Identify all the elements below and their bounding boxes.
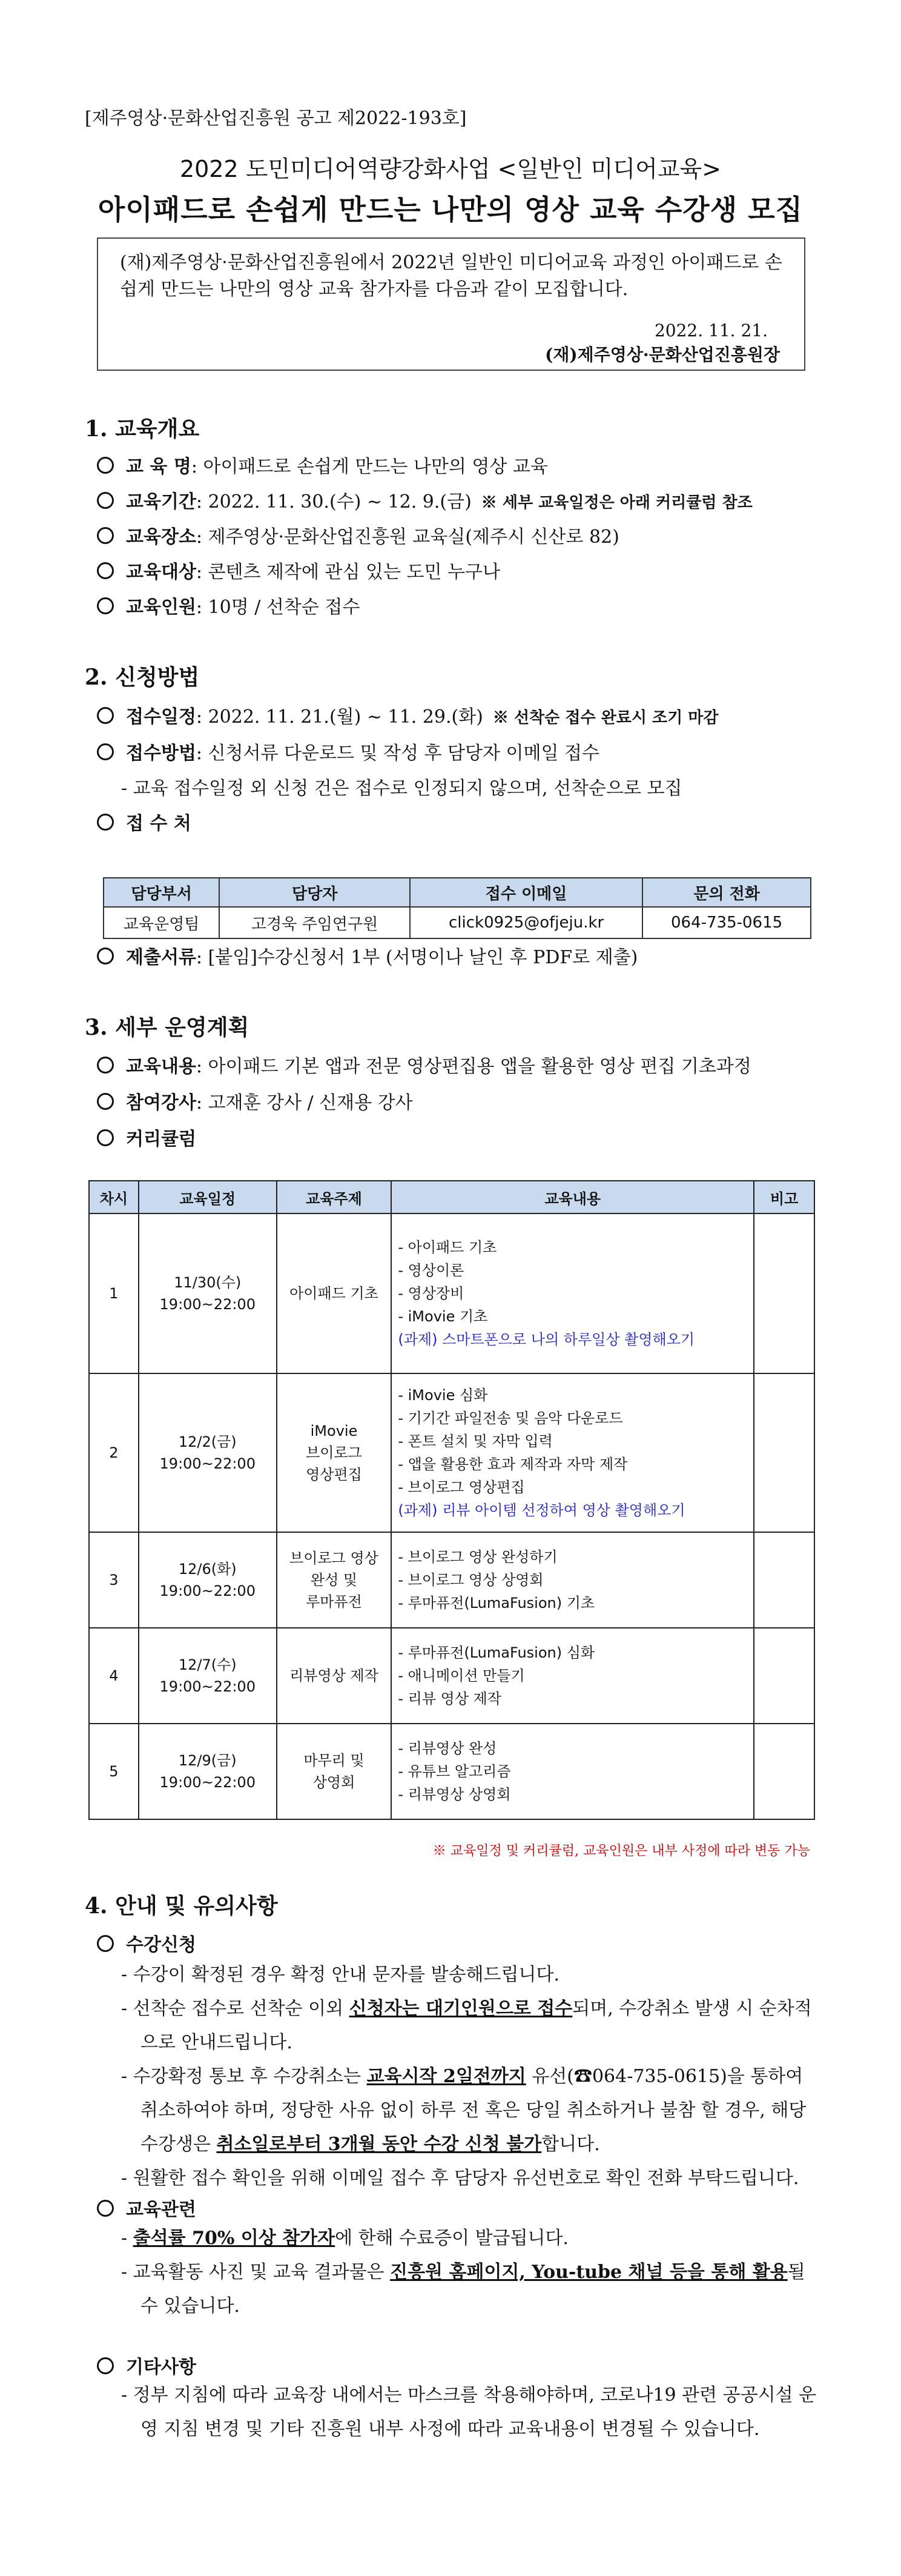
circle-bullet-icon: [97, 2200, 114, 2217]
apply-item: 접수방법: 신청서류 다운로드 및 작성 후 담당자 이메일 접수: [97, 738, 599, 765]
session-content: - iMovie 심화 - 기기간 파일전송 및 음악 다운로드 - 폰트 설치 및 자막 입력 - 앱을 활용한 효과 제작과 자막 제작 - 브이로그 영상편집 (과제) 리뷰 아이템 선정하여 영상 촬영해오기: [391, 1373, 754, 1532]
session-content: - 브이로그 영상 완성하기 - 브이로그 영상 상영회 - 루마퓨전(LumaFusion) 기초: [391, 1532, 754, 1628]
section-3-title: 3. 세부 운영계획: [85, 1015, 249, 1040]
table-row: [89, 1532, 814, 1628]
circle-bullet-icon: [97, 1093, 114, 1110]
table-row: [89, 1724, 814, 1819]
circle-bullet-icon: [97, 562, 114, 579]
session-remark: [754, 1724, 814, 1819]
session-number: 2: [89, 1373, 139, 1532]
plan-item: 커리큘럼: [97, 1124, 196, 1150]
table-header: 문의 전화: [642, 878, 811, 907]
table-row: [89, 1628, 814, 1724]
overview-item: 교육기간: 2022. 11. 30.(수) ~ 12. 9.(금) ※ 세부 교육일정은 아래 커리큘럼 참조: [97, 486, 753, 513]
table-header: 교육일정: [139, 1181, 277, 1213]
session-task: (과제) 스마트폰으로 나의 하루일상 촬영해오기: [398, 1331, 695, 1348]
section-4-title: 4. 안내 및 유의사항: [85, 1893, 278, 1919]
session-schedule: 12/9(금) 19:00~22:00: [139, 1724, 277, 1819]
section-2-title: 2. 신청방법: [85, 665, 200, 690]
table-header: 담당부서: [104, 878, 219, 907]
notice-title: 아이패드로 손쉽게 만드는 나만의 영상 교육 수강생 모집: [97, 193, 804, 226]
table-header: 담당자: [219, 878, 410, 907]
plan-item: 참여강사: 고재훈 강사 / 신재용 강사: [97, 1087, 413, 1114]
circle-bullet-icon: [97, 1129, 114, 1146]
session-schedule: 11/30(수) 19:00~22:00: [139, 1213, 277, 1373]
circle-bullet-icon: [97, 597, 114, 614]
guide-group-education: [121, 2222, 817, 2323]
guide-group-label: 기타사항: [97, 2352, 196, 2378]
contact-department: 교육운영팀: [104, 907, 219, 938]
guide-line: - 수강이 확정된 경우 확정 안내 문자를 발송해드립니다.: [121, 1964, 559, 1985]
circle-bullet-icon: [97, 492, 114, 509]
circle-bullet-icon: [97, 707, 114, 724]
session-content: - 아이패드 기초 - 영상이론 - 영상장비 - iMovie 기초 (과제) 스마트폰으로 나의 하루일상 촬영해오기: [391, 1213, 754, 1373]
circle-bullet-icon: [97, 743, 114, 760]
guide-line: - 출석률 70% 이상 참가자에 한해 수료증이 발급됩니다.: [121, 2228, 569, 2249]
submit-docs: 제출서류: [붙임]수강신청서 1부 (서명이나 날인 후 PDF로 제출): [97, 942, 638, 969]
contact-phone: 064-735-0615: [642, 907, 811, 938]
intro-text: (재)제주영상·문화산업진흥원에서 2022년 일반인 미디어교육 과정인 아이패드로 손쉽게 만드는 나만의 영상 교육 참가자를 다음과 같이 모집합니다.: [120, 252, 782, 300]
session-topic: iMovie 브이로그 영상편집: [277, 1373, 392, 1532]
session-schedule: 12/7(수) 19:00~22:00: [139, 1628, 277, 1724]
table-row: [89, 1373, 814, 1532]
overview-item: 교육장소: 제주영상·문화산업진흥원 교육실(제주시 신산로 82): [97, 522, 619, 548]
contact-email: click0925@ofjeju.kr: [410, 907, 642, 938]
session-content: - 리뷰영상 완성 - 유튜브 알고리즘 - 리뷰영상 상영회: [391, 1724, 754, 1819]
session-schedule: 12/2(금) 19:00~22:00: [139, 1373, 277, 1532]
notice-number: [제주영상·문화산업진흥원 공고 제2022-193호]: [85, 108, 467, 129]
apply-item: 접수일정: 2022. 11. 21.(월) ~ 11. 29.(화) ※ 선착순 접수 완료시 조기 마감: [97, 702, 719, 728]
session-topic: 리뷰영상 제작: [277, 1628, 392, 1724]
section-1-title: 1. 교육개요: [85, 416, 200, 442]
guide-line: - 선착순 접수로 선착순 이외 신청자는 대기인원으로 접수되며, 수강취소 발생 시 순차적으로 안내드립니다.: [121, 1998, 812, 2053]
table-row: [89, 1213, 814, 1373]
circle-bullet-icon: [97, 2357, 114, 2374]
guide-line: - 원활한 접수 확인을 위해 이메일 접수 후 담당자 유선번호로 확인 전화 부탁드립니다.: [121, 2168, 799, 2189]
table-header: 비고: [754, 1181, 814, 1213]
intro-box: [97, 237, 805, 371]
contact-table: [103, 877, 811, 939]
session-topic: 마무리 및 상영회: [277, 1724, 392, 1819]
contact-label: 접 수 처: [97, 808, 191, 835]
session-task: (과제) 리뷰 아이템 선정하여 영상 촬영해오기: [398, 1502, 685, 1519]
circle-bullet-icon: [97, 814, 114, 831]
circle-bullet-icon: [97, 1057, 114, 1074]
session-remark: [754, 1373, 814, 1532]
apply-sub-note: - 교육 접수일정 외 신청 건은 접수로 인정되지 않으며, 선착순으로 모집: [121, 778, 682, 799]
circle-bullet-icon: [97, 457, 114, 474]
circle-bullet-icon: [97, 1935, 114, 1952]
curriculum-table: [88, 1180, 815, 1820]
guide-group-label: 수강신청: [97, 1930, 196, 1956]
overview-item: 교육인원: 10명 / 선착순 접수: [97, 592, 360, 619]
overview-item: 교육대상: 콘텐츠 제작에 관심 있는 도민 누구나: [97, 557, 500, 583]
session-topic: 아이패드 기초: [277, 1213, 392, 1373]
table-row: [104, 907, 811, 938]
plan-item: 교육내용: 아이패드 기본 앱과 전문 영상편집용 앱을 활용한 영상 편집 기초과정: [97, 1051, 751, 1078]
session-number: 1: [89, 1213, 139, 1373]
intro-date: 2022. 11. 21.: [654, 320, 768, 340]
table-header: 교육내용: [391, 1181, 754, 1213]
session-topic: 브이로그 영상 완성 및 루마퓨전: [277, 1532, 392, 1628]
overview-item: 교 육 명: 아이패드로 손쉽게 만드는 나만의 영상 교육: [97, 451, 548, 478]
session-schedule: 12/6(화) 19:00~22:00: [139, 1532, 277, 1628]
session-content: - 루마퓨전(LumaFusion) 심화 - 애니메이션 만들기 - 리뷰 영상 제작: [391, 1628, 754, 1724]
table-header: 교육주제: [277, 1181, 392, 1213]
curriculum-note: ※ 교육일정 및 커리큘럼, 교육인원은 내부 사정에 따라 변동 가능: [432, 1844, 810, 1859]
table-header: 차시: [89, 1181, 139, 1213]
guide-line: - 수강확정 통보 후 수강취소는 교육시작 2일전까지 유선(☎064-735-0615)을 통하여 취소하여야 하며, 정당한 사유 없이 하루 전 혹은 당일 취소하거나 불참 할 경우, 해당 수강생은 취소일로부터 3개월 동안 수강 신청 불가합니다.: [121, 2066, 807, 2155]
table-header: 접수 이메일: [410, 878, 642, 907]
guide-group-other: [121, 2378, 817, 2446]
guide-group-registration: [121, 1958, 817, 2196]
circle-bullet-icon: [97, 948, 114, 964]
session-number: 3: [89, 1532, 139, 1628]
session-remark: [754, 1532, 814, 1628]
circle-bullet-icon: [97, 527, 114, 544]
guide-group-label: 교육관련: [97, 2194, 196, 2221]
notice-subtitle: 2022 도민미디어역량강화사업 <일반인 미디어교육>: [179, 156, 722, 182]
session-remark: [754, 1213, 814, 1373]
session-number: 5: [89, 1724, 139, 1819]
contact-person: 고경욱 주임연구원: [219, 907, 410, 938]
session-remark: [754, 1628, 814, 1724]
session-number: 4: [89, 1628, 139, 1724]
guide-line: - 교육활동 사진 및 교육 결과물은 진흥원 홈페이지, You-tube 채널 등을 통해 활용될 수 있습니다.: [121, 2262, 805, 2317]
intro-organization: (재)제주영상·문화산업진흥원장: [545, 345, 780, 365]
guide-line: - 정부 지침에 따라 교육장 내에서는 마스크를 착용해야하며, 코로나19 관련 공공시설 운영 지침 변경 및 기타 진흥원 내부 사정에 따라 교육내용이 변경될 수 있습니다.: [121, 2385, 817, 2440]
